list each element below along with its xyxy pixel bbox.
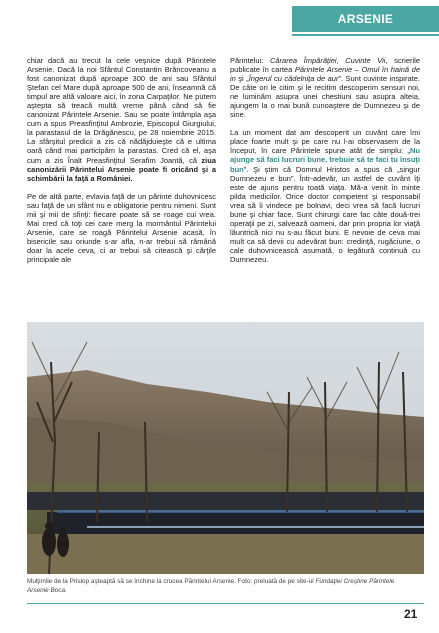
book-title-1: Cărarea Împărăţiei, Cuvinte Vii: [269, 56, 386, 65]
left-column: [27, 56, 216, 264]
highlight-quote: Nu ajunge să faci lucruri bune, trebuie să te faci tu însuţi bun: [230, 146, 420, 174]
book-title-3: Îngerul cu cădelniţa de aur: [248, 74, 339, 84]
right-p1-d: ”. Sunt cuvinte inspirate. De câte ori le citim şi le recitim descoperim sensuri noi, ne luminăm asupra unei chestiuni sau asupra alteia, ajungem la o mai bună cunoaştere de Dumnezeu şi de sine.: [230, 74, 420, 120]
left-paragraph-1: [27, 56, 216, 183]
right-p1-a: Părintelui:: [230, 56, 270, 65]
header-rule: [292, 34, 439, 36]
section-title-bar: [292, 6, 439, 52]
right-paragraph-1: [230, 56, 420, 119]
right-column: [230, 56, 420, 264]
footer-rule: [27, 603, 424, 604]
right-p1-b: , scrierile publicate în cartea: [230, 56, 420, 75]
left-paragraph-1-bold: ziua canonizării Părintelui Arsenie poate fi oricând şi a schimbării la faţă a României.: [27, 155, 216, 183]
right-p1-c: şi „: [235, 74, 249, 84]
caption-text: Mulţimile de la Prislop aşteaptă să se închine la crucea Părintelui Arsenie. Foto: preluată de pe site-ul: [27, 578, 316, 585]
right-p2-b: ”. Şi ştim că Domnul Hristos a spus că „singur Dumnezeu e bun”. Într-adevăr, un astfel de cuvânt îţi este de ajuns pentru toată viaţa. Mă-a venit în minte pilda medicilor. Orice doctor competent şi responsabil vrea să îi vindece pe bolnavi, deci vrea să facă lucruri bune şi chiar face. Sunt chirurgi care fac câte două-trei operaţii pe zi, salvează oameni, dar prin propria lor viaţă lăuntrică nici nu s-au făcut buni. E nevoie de ceva mai mult ca să devii cu adevărat bun: credinţă, rugăciune, o cale duhovnicească asumată, o legătură continuă cu Dumnezeu.: [230, 164, 420, 264]
left-paragraph-1-text: chiar dacă au trecut la cele veşnice după Părintele Arsenie. Dacă la noi Sfântul Constantin Brâncoveanu a fost canonizat după aproape 300 de ani sau Sfântul Ştefan cel Mare după aproape 500 de ani, înseamnă că timpul are altă valoare aici, în zona Carpaţilor. Ne putem aştepta să treacă multă vreme până când să fie canonizat Părintele Arsenie. Sau se poate întâmpla aşa cum a spus Preasfinţitul Ambrozie, Episcopul Giurgiului, la parastasul de la Drăgănescu, pe 28 noiembrie 2015. La sfârşitul predicii a zis că nădăjduieşte că e ultima oară când mai participăm la parastas. Cred că el, aşa cum a zis Înalt Preasfinţitul Serafim Joantă, că: [27, 56, 216, 165]
left-paragraph-2: Pe de altă parte, evlavia faţă de un părinte duhovnicesc sau faţă de un sfânt nu e obligatorie pentru nimeni. Sunt mii şi mii de sfinţi: fiecare poate să se roage cui vrea. Mai cred că toţi cei care merg la mormântul Părintelui Arsenie, care se roagă Părintelui Arsenie acasă, în bisericile sau oriunde s-ar afla, n-ar trebui să rămână doar la acele ceva, ci ar trebui să citească şi cărţile principale ale: [27, 191, 216, 264]
crowd-photo: [27, 322, 424, 574]
right-p2-a: La un moment dat am descoperit un cuvânt care îmi place foarte mult şi pe care nu l-ai observasem de la început, în care Părintele spune atât de simplu: „: [230, 128, 420, 156]
page-number: 21: [404, 607, 418, 621]
section-title: ARSENIE IEROMONAHUL: [318, 12, 413, 52]
book-title-2: Părintele Arsenie – Omul în haină de in: [230, 65, 421, 84]
photo-caption: [27, 578, 417, 595]
caption-source: Fundaţiei Creştine Părintele Arsenie Boca.: [27, 578, 395, 594]
right-paragraph-2: [230, 128, 420, 264]
